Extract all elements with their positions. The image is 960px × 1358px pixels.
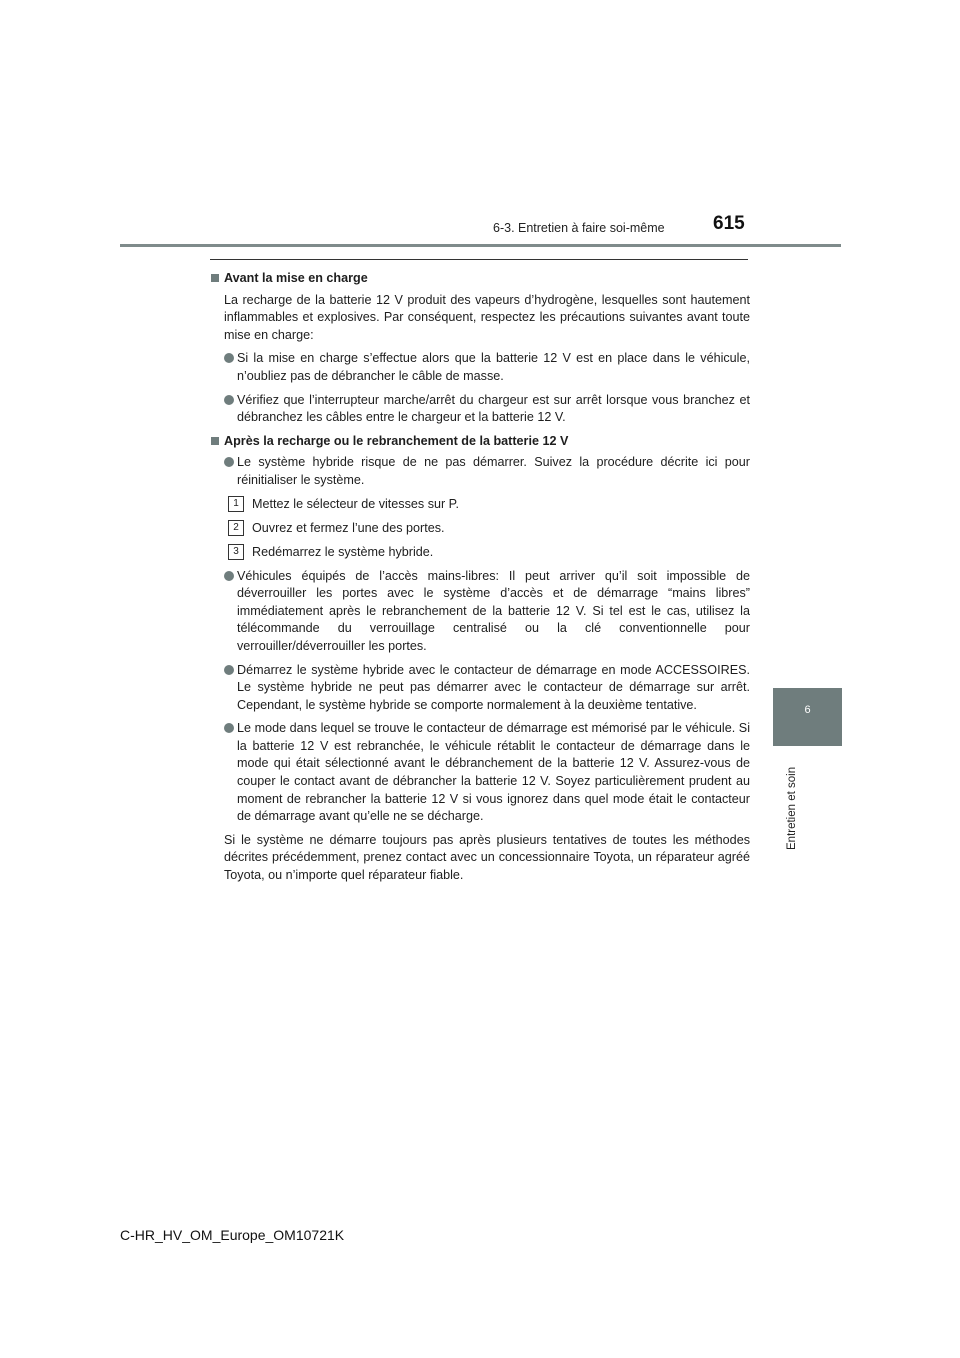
circle-bullet-icon	[224, 665, 234, 675]
circle-bullet-icon	[224, 571, 234, 581]
chapter-tab	[773, 688, 842, 746]
section-title: 6-3. Entretien à faire soi-même	[493, 221, 665, 235]
step-number: 1	[228, 496, 244, 512]
circle-bullet-icon	[224, 723, 234, 733]
list-item: Vérifiez que l’interrupteur marche/arrêt du chargeur est sur arrêt lorsque vous branchez et débranchez les câbles entre le chargeur et la batterie 12 V.	[210, 392, 750, 427]
list-item: Véhicules équipés de l’accès mains-libres: Il peut arriver qu’il soit impossible de déverrouiller les portes avec le système d’accès et de démarrage “mains libres” immédiatement après le rebranchement de la batterie 12 V. Si tel est le cas, utilisez la télécommande du verrouillage centralisé ou la clé conventionnelle pour verrouiller/déverrouiller les portes.	[210, 568, 750, 656]
page-number: 615	[713, 213, 745, 234]
document-code: C-HR_HV_OM_Europe_OM10721K	[120, 1227, 345, 1243]
section-heading: Avant la mise en charge	[210, 270, 750, 288]
step-item: 1 Mettez le sélecteur de vitesses sur P.	[210, 496, 750, 514]
step-item: 2 Ouvrez et fermez l’une des portes.	[210, 520, 750, 538]
square-bullet-icon	[211, 437, 219, 445]
step-item: 3 Redémarrez le système hybride.	[210, 544, 750, 562]
square-bullet-icon	[211, 274, 219, 282]
header-divider	[120, 244, 841, 247]
chapter-label: Entretien et soin	[786, 766, 798, 850]
intro-paragraph: La recharge de la batterie 12 V produit des vapeurs d’hydrogène, lesquelles sont hautement inflammables et explosives. Par conséquent, respectez les précautions suivantes avant toute mise en charge:	[224, 292, 750, 342]
content-divider	[210, 259, 748, 260]
list-item: Le mode dans lequel se trouve le contacteur de démarrage est mémorisé par le véhicule. Si la batterie 12 V est rebranchée, le véhicule rétablit le contacteur de démarrage dans le mode qui était sélectionné avant le débranchement de la batterie 12 V. Assurez-vous de couper le contact avant de débrancher la batterie 12 V. Soyez particulièrement prudent au moment de rebrancher la batterie 12 V si vous ignorez dans quel mode était le contacteur de démarrage avant qu’elle ne se décharge.	[210, 720, 750, 826]
list-item: Démarrez le système hybride avec le contacteur de démarrage en mode ACCESSOIRES. Le système hybride ne peut pas démarrer avec le contacteur de démarrage sur arrêt. Cependant, le système hybride se comporte normalement à la deuxième tentative.	[210, 662, 750, 715]
step-number: 2	[228, 520, 244, 536]
list-item: Le système hybride risque de ne pas démarrer. Suivez la procédure décrite ici pour réinitialiser le système.	[210, 454, 750, 489]
circle-bullet-icon	[224, 457, 234, 467]
circle-bullet-icon	[224, 353, 234, 363]
circle-bullet-icon	[224, 395, 234, 405]
chapter-number: 6	[804, 704, 811, 716]
step-number: 3	[228, 544, 244, 560]
closing-paragraph: Si le système ne démarre toujours pas après plusieurs tentatives de toutes les méthodes décrites précédemment, prenez contact avec un concessionnaire Toyota, un réparateur agréé Toyota, ou n’importe quel réparateur fiable.	[224, 832, 750, 883]
section-heading: Après la recharge ou le rebranchement de la batterie 12 V	[210, 433, 750, 451]
main-content	[210, 270, 750, 885]
list-item: Si la mise en charge s’effectue alors que la batterie 12 V est en place dans le véhicule, n’oubliez pas de débrancher le câble de masse.	[210, 350, 750, 385]
